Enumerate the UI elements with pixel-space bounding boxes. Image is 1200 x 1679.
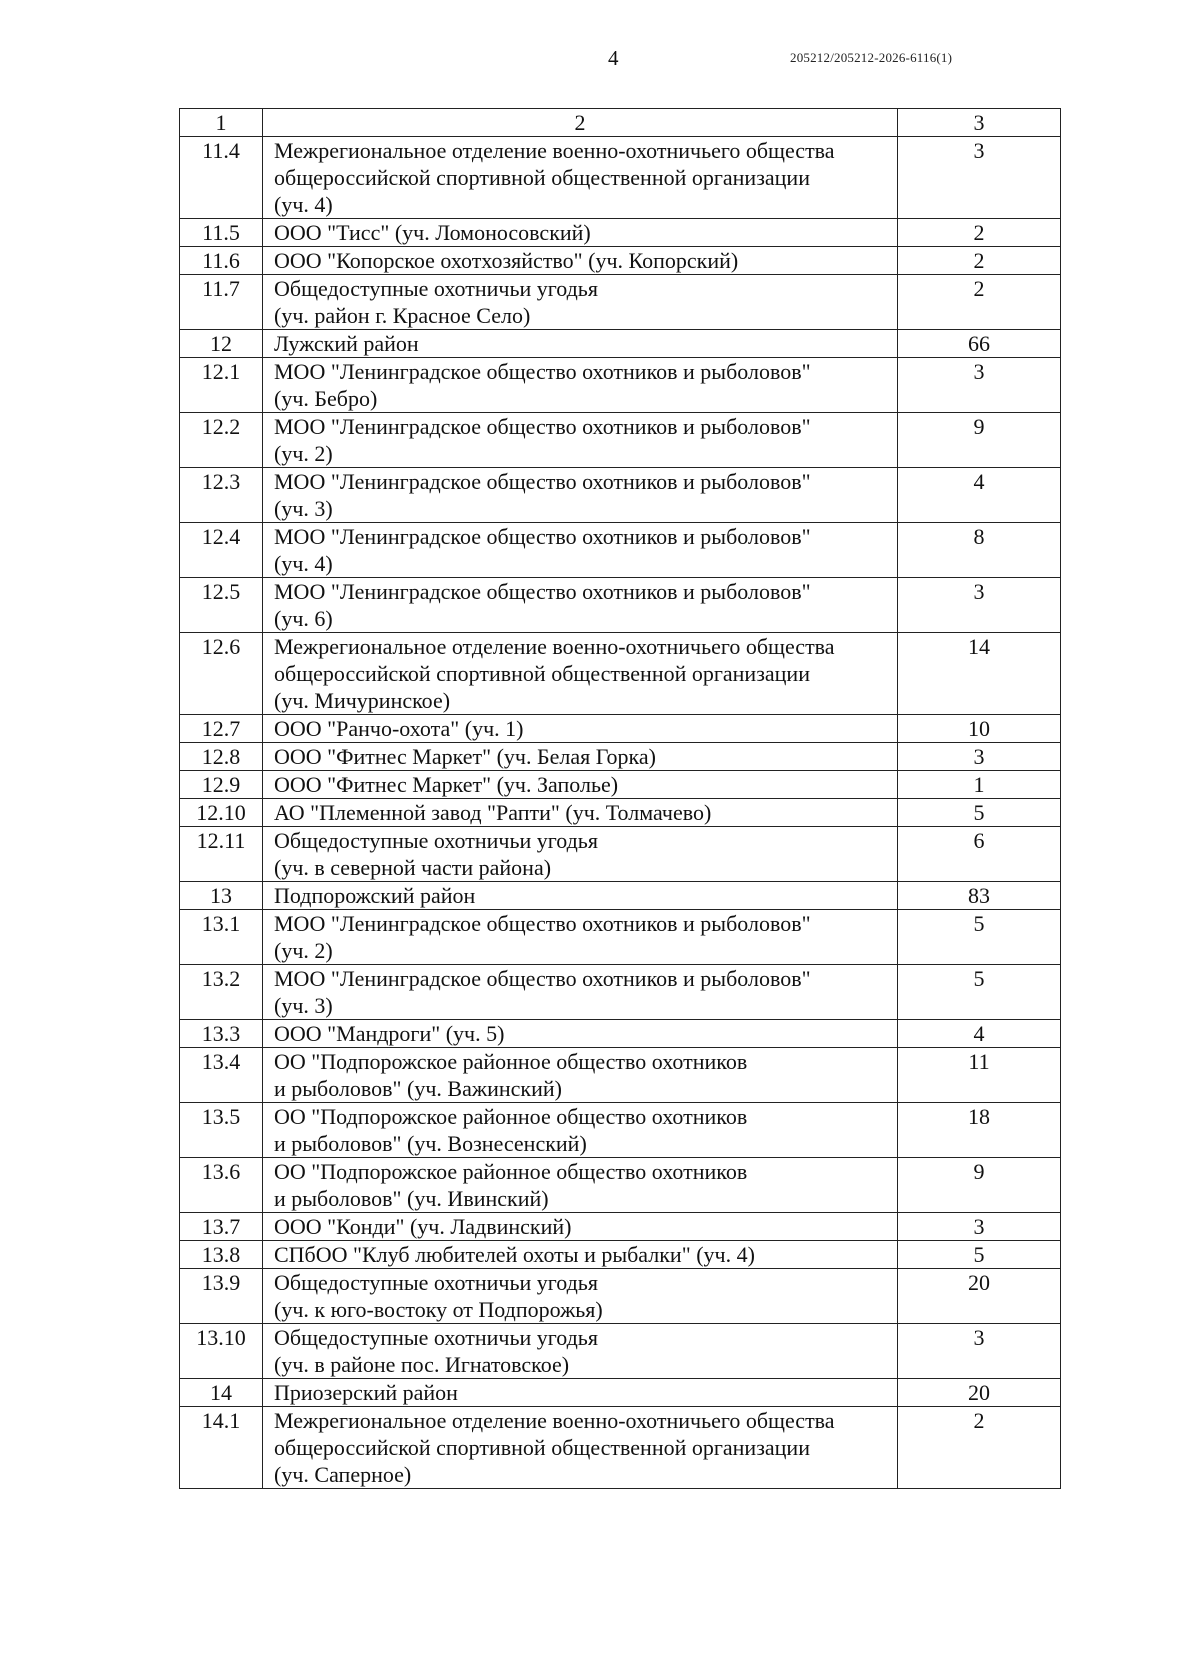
count-cell: 5 [898,799,1061,827]
row-number-cell: 12.5 [180,578,263,633]
row-number-cell: 13.6 [180,1158,263,1213]
row-number-cell: 12.10 [180,799,263,827]
count-cell: 3 [898,358,1061,413]
organization-name-cell: МОО "Ленинградское общество охотников и рыболовов" (уч. 3) [263,468,898,523]
row-number-cell: 13.1 [180,910,263,965]
organization-name-cell: МОО "Ленинградское общество охотников и рыболовов" (уч. 3) [263,965,898,1020]
organization-name-cell: Межрегиональное отделение военно-охотничьего общества общероссийской спортивной общественной организации (уч. Мичуринское) [263,633,898,715]
table-row [180,247,1061,275]
table-row [180,1379,1061,1407]
table-row [180,1241,1061,1269]
column-header-count: 3 [898,109,1061,137]
count-cell: 8 [898,523,1061,578]
organization-name-cell: ООО "Конди" (уч. Ладвинский) [263,1213,898,1241]
count-cell: 2 [898,219,1061,247]
row-number-cell: 14 [180,1379,263,1407]
count-cell: 5 [898,910,1061,965]
organization-name-cell: МОО "Ленинградское общество охотников и рыболовов" (уч. 2) [263,413,898,468]
count-cell: 3 [898,1213,1061,1241]
count-cell: 3 [898,137,1061,219]
row-number-cell: 12.1 [180,358,263,413]
count-cell: 4 [898,1020,1061,1048]
count-cell: 2 [898,247,1061,275]
row-number-cell: 13.4 [180,1048,263,1103]
row-number-cell: 12.6 [180,633,263,715]
table-body [180,109,1061,1489]
row-number-cell: 12.9 [180,771,263,799]
table-row [180,219,1061,247]
row-number-cell: 12.3 [180,468,263,523]
count-cell: 66 [898,330,1061,358]
page-number: 4 [608,46,619,70]
organization-name-cell: Межрегиональное отделение военно-охотничьего общества общероссийской спортивной общественной организации (уч. Саперное) [263,1407,898,1489]
row-number-cell: 14.1 [180,1407,263,1489]
count-cell: 4 [898,468,1061,523]
count-cell: 3 [898,1324,1061,1379]
organization-name-cell: ООО "Копорское охотхозяйство" (уч. Копорский) [263,247,898,275]
organization-name-cell: АО "Племенной завод "Рапти" (уч. Толмачево) [263,799,898,827]
table-row [180,1407,1061,1489]
table-row [180,743,1061,771]
organization-name-cell: МОО "Ленинградское общество охотников и рыболовов" (уч. 2) [263,910,898,965]
table-row [180,827,1061,882]
organization-name-cell: ООО "Ранчо-охота" (уч. 1) [263,715,898,743]
row-number-cell: 12.11 [180,827,263,882]
organization-name-cell: Лужский район [263,330,898,358]
table-row [180,578,1061,633]
table-row [180,275,1061,330]
organization-name-cell: ООО "Мандроги" (уч. 5) [263,1020,898,1048]
row-number-cell: 11.4 [180,137,263,219]
count-cell: 14 [898,633,1061,715]
count-cell: 5 [898,965,1061,1020]
organization-name-cell: ОО "Подпорожское районное общество охотников и рыболовов" (уч. Важинский) [263,1048,898,1103]
table-row [180,1103,1061,1158]
row-number-cell: 11.7 [180,275,263,330]
table-row [180,1269,1061,1324]
count-cell: 6 [898,827,1061,882]
row-number-cell: 13.3 [180,1020,263,1048]
column-header-number: 1 [180,109,263,137]
hunting-grounds-table [179,108,1061,1489]
organization-name-cell: МОО "Ленинградское общество охотников и рыболовов" (уч. 4) [263,523,898,578]
count-cell: 3 [898,743,1061,771]
count-cell: 2 [898,1407,1061,1489]
organization-name-cell: Межрегиональное отделение военно-охотничьего общества общероссийской спортивной общественной организации (уч. 4) [263,137,898,219]
row-number-cell: 13.10 [180,1324,263,1379]
table-row [180,799,1061,827]
count-cell: 9 [898,413,1061,468]
organization-name-cell: Подпорожский район [263,882,898,910]
organization-name-cell: Общедоступные охотничьи угодья (уч. в северной части района) [263,827,898,882]
row-number-cell: 13 [180,882,263,910]
table-row [180,882,1061,910]
organization-name-cell: Общедоступные охотничьи угодья (уч. в районе пос. Игнатовское) [263,1324,898,1379]
row-number-cell: 12.7 [180,715,263,743]
table-row [180,1324,1061,1379]
count-cell: 3 [898,578,1061,633]
count-cell: 9 [898,1158,1061,1213]
table-row [180,965,1061,1020]
count-cell: 1 [898,771,1061,799]
organization-name-cell: МОО "Ленинградское общество охотников и рыболовов" (уч. 6) [263,578,898,633]
count-cell: 2 [898,275,1061,330]
organization-name-cell: ООО "Тисс" (уч. Ломоносовский) [263,219,898,247]
table-row [180,1213,1061,1241]
table-row [180,413,1061,468]
count-cell: 18 [898,1103,1061,1158]
count-cell: 20 [898,1269,1061,1324]
table-row [180,771,1061,799]
count-cell: 5 [898,1241,1061,1269]
table-row [180,523,1061,578]
table-row [180,1020,1061,1048]
row-number-cell: 12 [180,330,263,358]
organization-name-cell: Общедоступные охотничьи угодья (уч. район г. Красное Село) [263,275,898,330]
row-number-cell: 13.8 [180,1241,263,1269]
organization-name-cell: ООО "Фитнес Маркет" (уч. Белая Горка) [263,743,898,771]
organization-name-cell: ООО "Фитнес Маркет" (уч. Заполье) [263,771,898,799]
column-header-name: 2 [263,109,898,137]
organization-name-cell: Общедоступные охотничьи угодья (уч. к юго-востоку от Подпорожья) [263,1269,898,1324]
table-row [180,1048,1061,1103]
organization-name-cell: ОО "Подпорожское районное общество охотников и рыболовов" (уч. Вознесенский) [263,1103,898,1158]
count-cell: 10 [898,715,1061,743]
row-number-cell: 13.5 [180,1103,263,1158]
organization-name-cell: СПбОО "Клуб любителей охоты и рыбалки" (уч. 4) [263,1241,898,1269]
table-row [180,468,1061,523]
count-cell: 83 [898,882,1061,910]
table-header-row [180,109,1061,137]
row-number-cell: 12.4 [180,523,263,578]
table-row [180,330,1061,358]
table-row [180,358,1061,413]
document-code: 205212/205212-2026-6116(1) [790,50,953,65]
row-number-cell: 13.7 [180,1213,263,1241]
organization-name-cell: МОО "Ленинградское общество охотников и рыболовов" (уч. Бебро) [263,358,898,413]
table-row [180,715,1061,743]
row-number-cell: 13.9 [180,1269,263,1324]
row-number-cell: 12.8 [180,743,263,771]
row-number-cell: 11.5 [180,219,263,247]
table-row [180,633,1061,715]
row-number-cell: 11.6 [180,247,263,275]
row-number-cell: 12.2 [180,413,263,468]
count-cell: 11 [898,1048,1061,1103]
row-number-cell: 13.2 [180,965,263,1020]
organization-name-cell: ОО "Подпорожское районное общество охотников и рыболовов" (уч. Ивинский) [263,1158,898,1213]
table-row [180,137,1061,219]
count-cell: 20 [898,1379,1061,1407]
table-row [180,1158,1061,1213]
table-row [180,910,1061,965]
organization-name-cell: Приозерский район [263,1379,898,1407]
